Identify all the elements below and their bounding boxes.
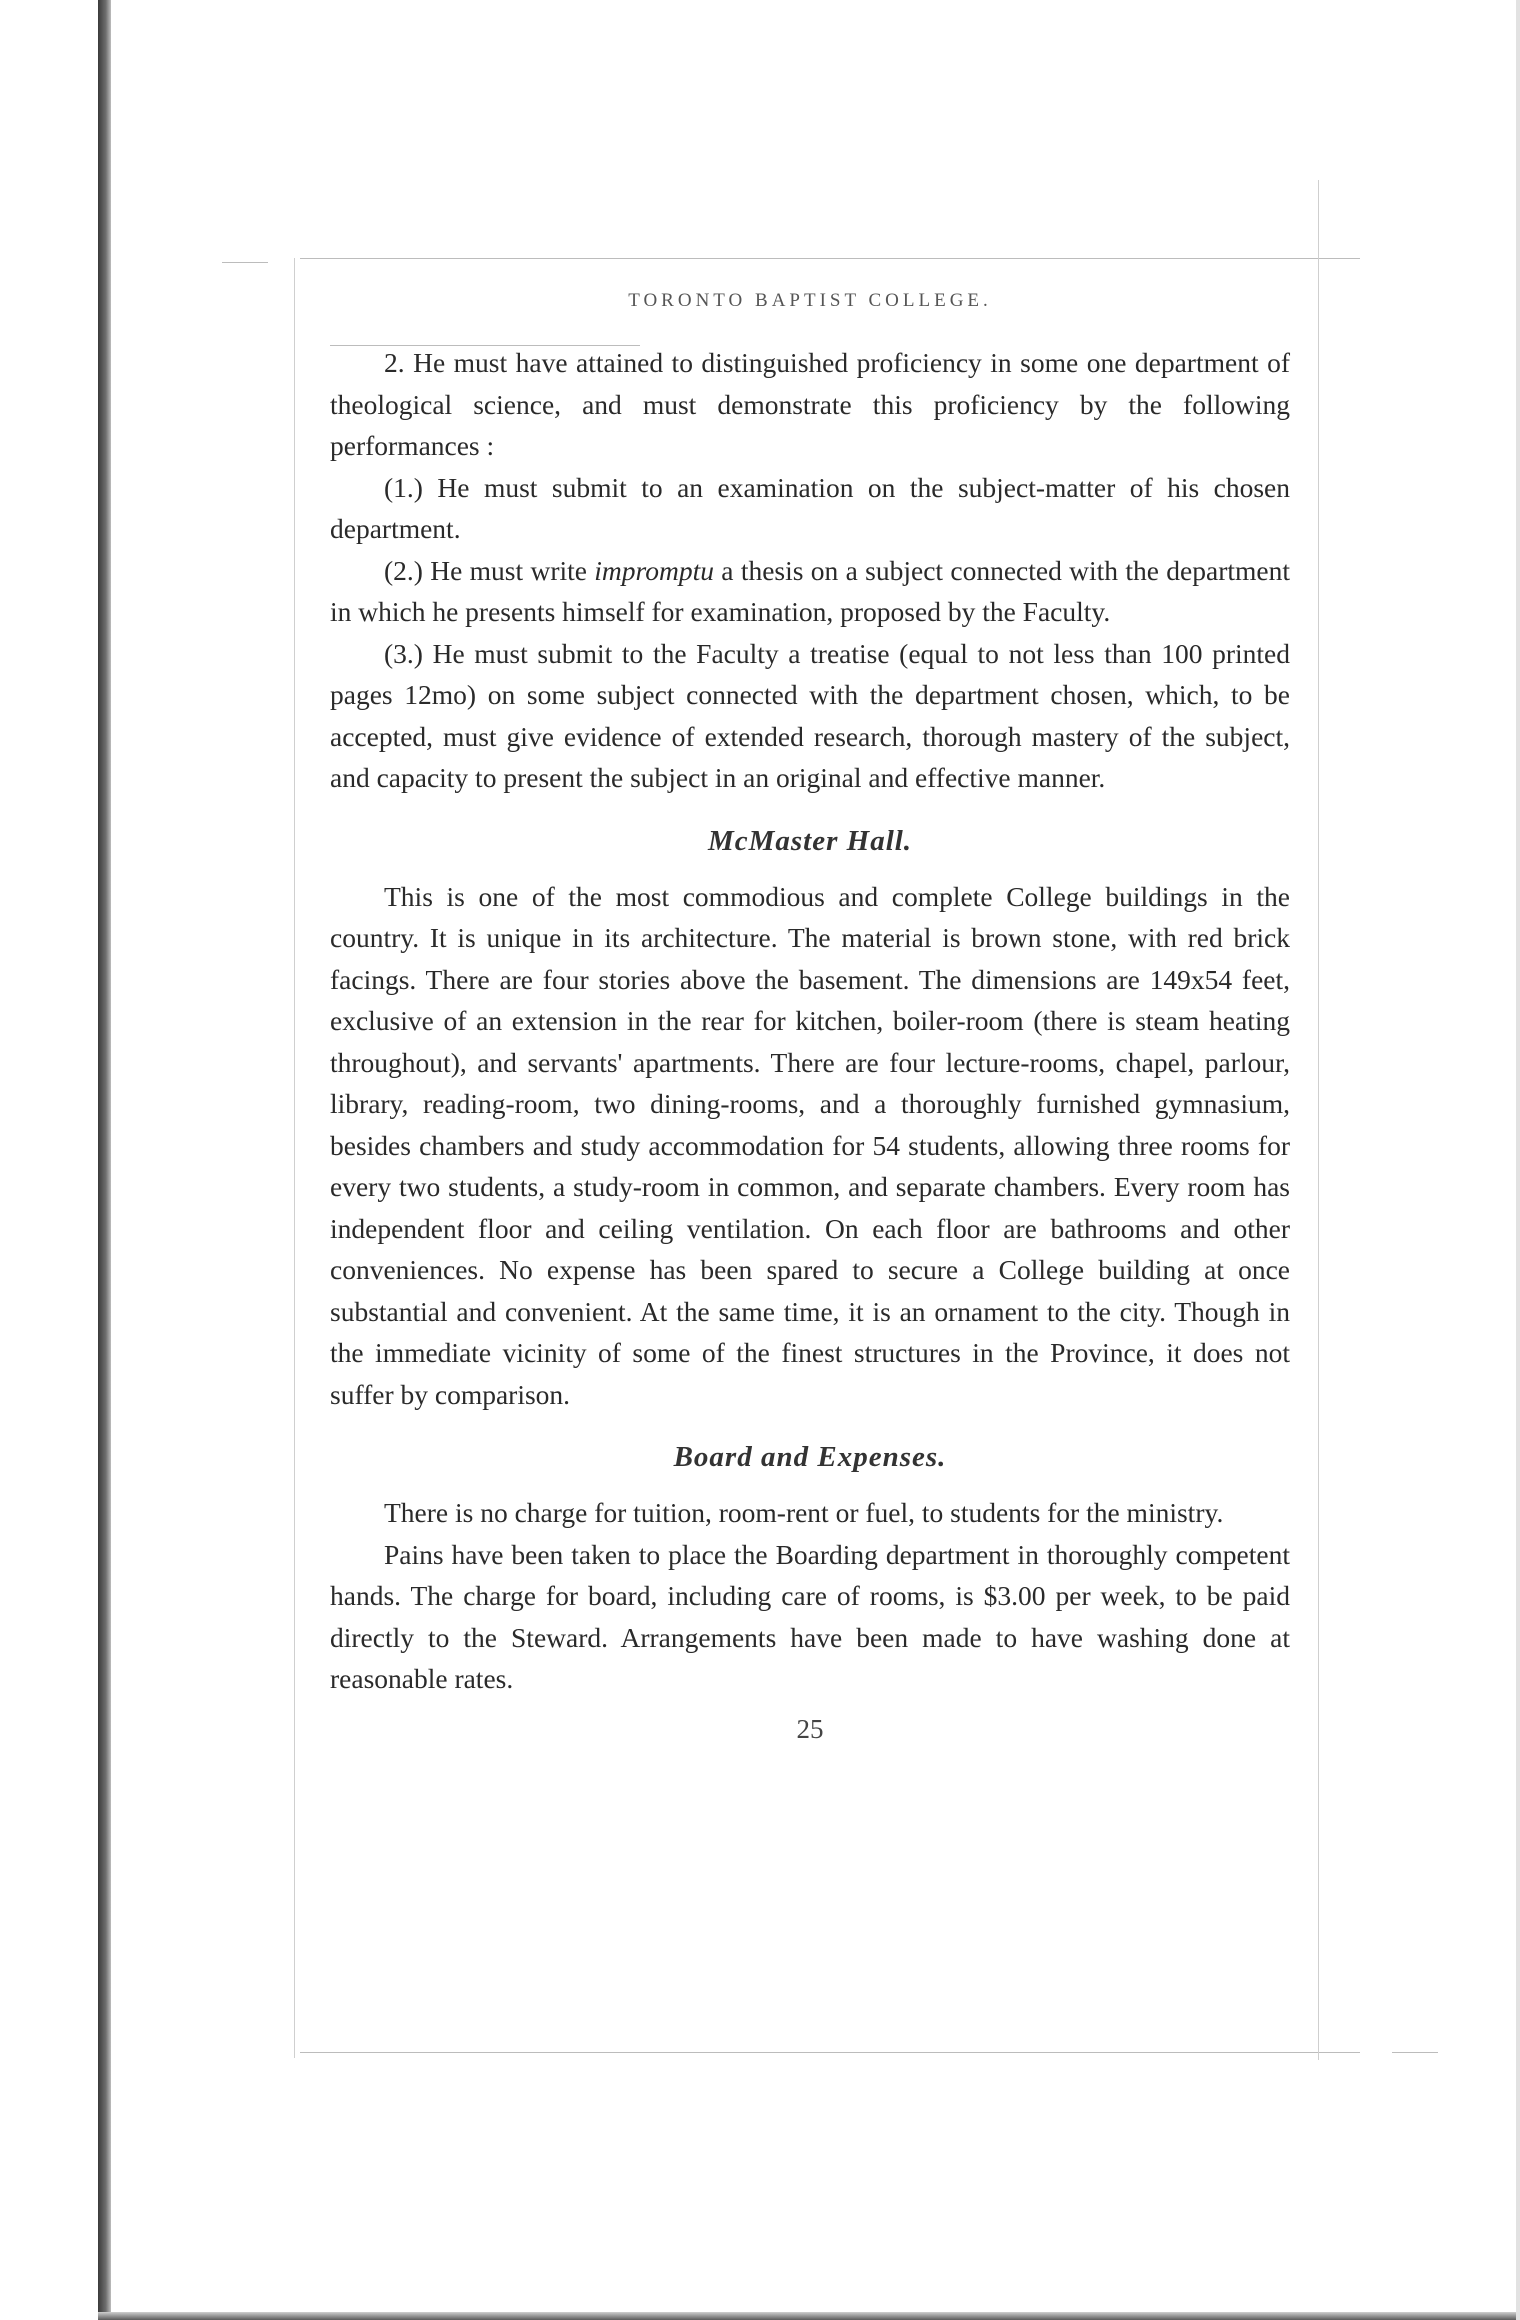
scan-right-edge <box>1516 0 1520 2320</box>
left-frame-rule <box>294 258 295 2058</box>
paragraph-mcmaster-hall: This is one of the most commodious and complete College buildings in the country. It is unique in its architecture. The material is brown stone, with red brick facings. There are four stories above the basement. The dimensions are 149x54 feet, exclusive of an extension in the rear for kitchen, boiler-room (there is steam heating throughout), and servants' apartments. There are four lecture-rooms, chapel, parlour, library, reading-room, two dining-rooms, and a thoroughly furnished gymnasium, besides chambers and study accommodation for 54 students, allowing three rooms for every two students, a study-room in common, and separate chambers. Every room has independent floor and ceiling ventilation. On each floor are bathrooms and other conveniences. No expense has been spared to secure a College building at once substantial and convenient. At the same time, it is an ornament to the city. Though in the immediate vicinity of some of the finest structures in the Province, it does not suffer by comparison. <box>330 880 1290 1410</box>
right-frame-rule <box>1318 180 1319 2060</box>
scan-binding-edge <box>98 0 111 2320</box>
heading-mcmaster-hall: McMaster Hall. <box>707 824 913 857</box>
para-2-suffix: a thesis on a subject connected with the department in which he presents himself for examination, proposed by the Faculty. <box>330 554 1290 627</box>
paragraph-requirement-2-2 <box>330 550 1290 633</box>
bottom-frame-rule <box>300 2052 1360 2053</box>
paragraph-board-2: Pains have been taken to place the Boarding department in thoroughly competent hands. The charge for board, including care of rooms, is $3.00 per week, to be paid directly to the Steward. Arrangements have been made to have washing done at reasonable rates. <box>330 1538 1290 1694</box>
right-margin-mark <box>1392 2052 1438 2053</box>
page-number: 25 <box>796 1713 824 1744</box>
para-2-emphasis: impromptu <box>594 554 714 586</box>
paragraph-board-1: There is no charge for tuition, room-rent or fuel, to students for the ministry. <box>384 1497 1224 1528</box>
paragraph-requirement-2-1: (1.) He must submit to an examination on the subject-matter of his chosen department. <box>330 471 1290 544</box>
top-frame-rule <box>300 258 1360 259</box>
document-page <box>330 290 1290 1745</box>
paragraph-requirement-2: 2. He must have attained to distinguished proficiency in some one department of theological science, and must demonstrate this proficiency by the following performances : <box>330 347 1290 461</box>
left-margin-mark <box>222 262 268 263</box>
paragraph-requirement-2-3: (3.) He must submit to the Faculty a treatise (equal to not less than 100 printed pages 12mo) on some subject connected with the department chosen, which, to be accepted, must give evidence of extended research, thorough mastery of the subject, and capacity to present the subject in an original and effective manner. <box>330 637 1290 793</box>
running-head: TORONTO BAPTIST COLLEGE. <box>628 290 992 311</box>
heading-board-and-expenses: Board and Expenses. <box>673 1441 947 1473</box>
para-2-prefix: (2.) He must write <box>384 554 595 586</box>
scan-bottom-edge <box>98 2312 1520 2320</box>
